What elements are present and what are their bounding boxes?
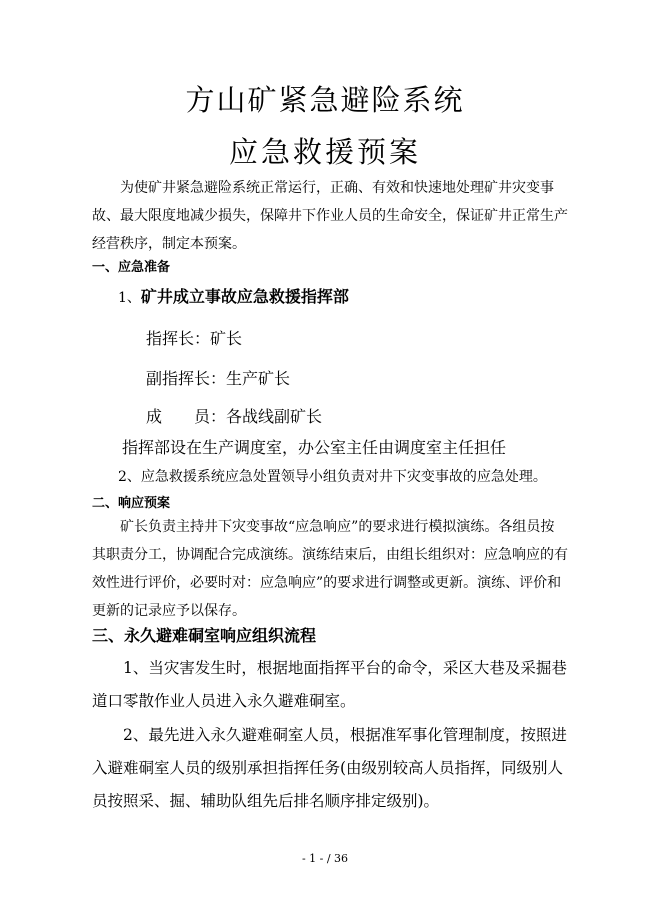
vice-commander-line: 副指挥长：生产矿长 — [146, 369, 291, 388]
item-2-line: 2、应急救援系统应急处置领导小组负责对井下灾变事故的应急处理。 — [118, 469, 547, 485]
intro-paragraph: 为使矿井紧急避险系统正常运行，正确、有效和快速地处理矿井灾变事故、最大限度地减少损失，保障井下作业人员的生命安全，保证矿井正常生产经营秩序，制定本预案。 — [92, 180, 568, 252]
document-subtitle: 应急救援预案 — [228, 135, 421, 169]
section-1-heading: 一、应急准备 — [92, 260, 171, 275]
section-2-body: 矿长负责主持井下灾变事故“应急响应”的要求进行模拟演练。各组员按其职责分工，协调配合完成演练。演练结束后，由组长组织对：应急响应的有效性进行评价，必要时对：应急响应”的要求进行调整或更新。演练、评价和更新的记录应予以保存。 — [92, 519, 568, 619]
section-3-para-1: 1、当灾害发生时，根据地面指挥平台的命令，采区大巷及采掘巷道口零散作业人员进入永久避难硐室。 — [92, 659, 567, 710]
section-3-para-2: 2、最先进入永久避难硐室人员，根据准军事化管理制度，按照进入避难硐室人员的级别承担指挥任务(由级别较高人员指挥，同级别人员按照采、掘、辅助队组先后排名顺序排定级别)。 — [92, 726, 567, 810]
hq-note: 指挥部设在生产调度室，办公室主任由调度室主任担任 — [122, 438, 507, 457]
members-line: 成 员：各战线副矿长 — [146, 407, 323, 426]
section-2-heading: 二、响应预案 — [92, 496, 171, 511]
item-1-heading — [118, 284, 349, 307]
document-title: 方山矿紧急避险系统 — [185, 83, 465, 117]
section-3-heading: 三、永久避难硐室响应组织流程 — [92, 626, 317, 645]
item-1-title: 矿井成立事故应急救援指挥部 — [140, 287, 349, 306]
commander-line: 指挥长：矿长 — [146, 329, 243, 348]
item-1-number: 1、 — [118, 290, 141, 306]
page-number: - 1 - / 36 — [301, 852, 349, 865]
